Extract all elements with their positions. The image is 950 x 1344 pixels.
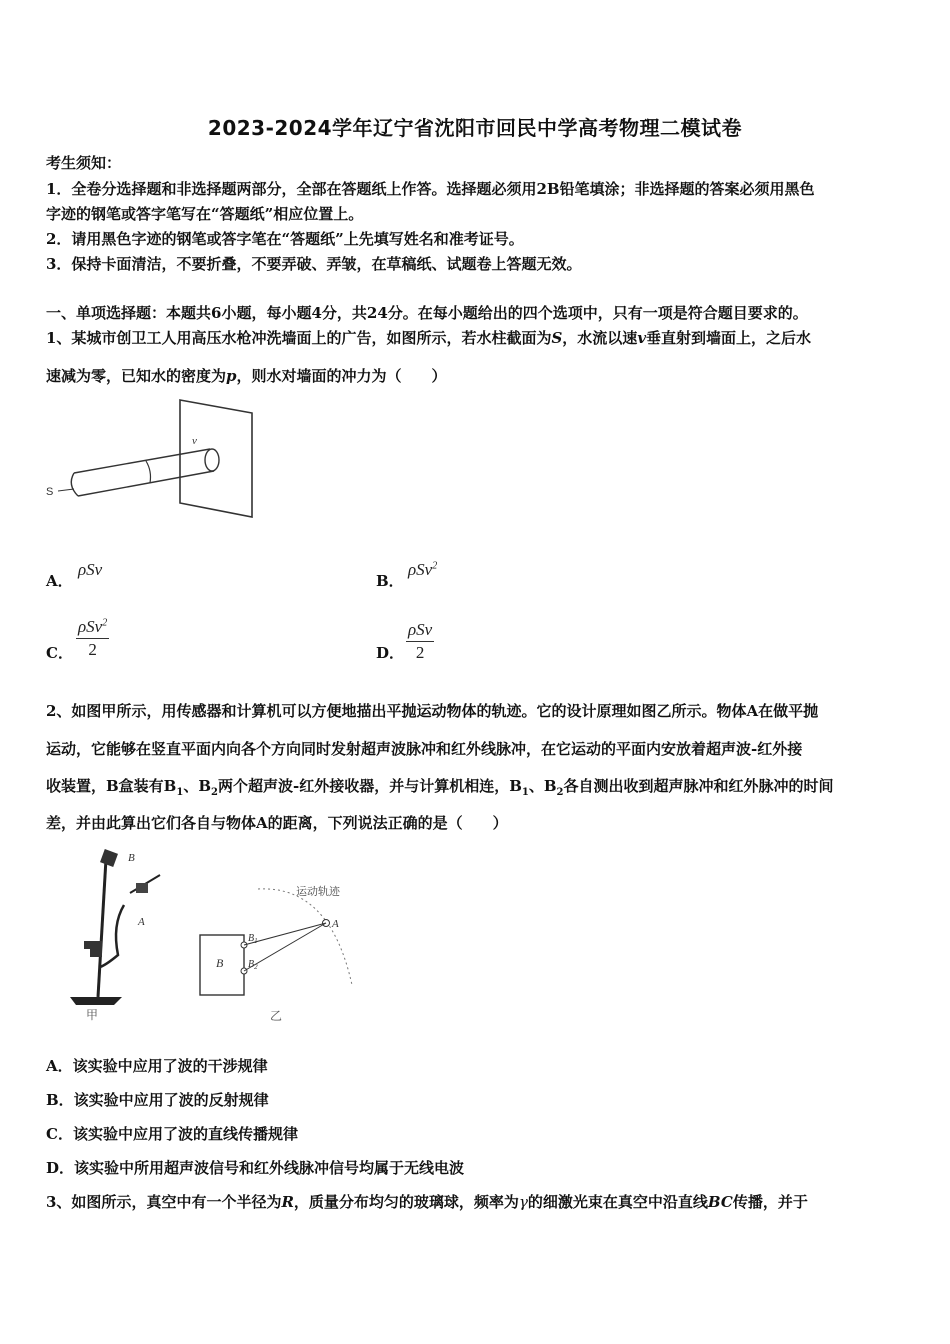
option-c-label: C． [46,644,73,662]
option-c-formula: ρSv$^2$ 2 [78,617,108,659]
option-a-formula: ρSv [78,560,103,579]
q2-stem-line: 差，并由此算出它们各自与物体A的距离，下列说法正确的是（ ） [46,814,508,832]
mount [84,941,102,957]
q1-figure [40,395,270,525]
caption-yi: 乙 [270,1009,283,1023]
water-jet-top [74,449,210,473]
q1-stem-line1: 1、某城市创卫工人用高压水枪冲洗墙面上的广告，如图所示，若水柱截面为S，水流以速v垂直射到墙面上，之后水 [46,329,812,347]
q1-stem-line2: 速减为零，已知水的密度为p，则水对墙面的冲力为（ ） [46,367,447,385]
object-a [136,883,148,893]
q2-stem-line: 收装置，B盒装有$B_1$、$B_2$两个超声波-红外接收器，并与计算机相连，$B_1$、$B_2$各自测出收到超声脉冲和红外脉冲的时间 [46,777,834,798]
page-title: 2023-2024学年辽宁省沈阳市回民中学高考物理二模试卷 [207,116,743,140]
water-jet-bottom [78,471,214,496]
receiver-b [100,849,118,867]
q2-option-b: B．该实验中应用了波的反射规律 [46,1091,269,1109]
q2-option-a: A．该实验中应用了波的干涉规律 [46,1057,268,1075]
option-a-label: A． [46,572,73,590]
wall-shape [180,400,252,517]
option-b-label: B． [376,572,404,590]
notice-item: 1．全卷分选择题和非选择题两部分，全部在答题纸上作答。选择题必须用2B铅笔填涂；非选择题的答案必须用黑色 [46,180,815,198]
q2-figure-jia [62,845,182,1025]
q2-figure-yi [190,875,360,1025]
caption-jia: 甲 [86,1008,99,1022]
label-v: v [192,435,197,447]
section-heading: 一、单项选择题：本题共6小题，每小题4分，共24分。在每小题给出的四个选项中，只有一项是符合题目要求的。 [46,304,808,322]
stand-pole [98,859,106,997]
notice-item: 2．请用黑色字迹的钢笔或答字笔在“答题纸”上先填写姓名和准考证号。 [46,230,524,248]
q2-option-d: D．该实验中所用超声波信号和红外线脉冲信号均属于无线电波 [46,1159,465,1177]
q3-stem-line1: 3、如图所示，真空中有一个半径为R，质量分布均匀的玻璃球，频率为γ的细激光束在真空中沿直线BC传播，并于 [46,1193,808,1211]
label-S: S [46,486,54,498]
water-jet-start [71,473,78,496]
q2-option-c: C．该实验中应用了波的直线传播规律 [46,1125,298,1143]
notice-item: 3．保持卡面清洁，不要折叠，不要弄破、弄皱，在草稿纸、试题卷上答题无效。 [46,255,582,273]
notice-heading: 考生须知： [46,154,122,172]
label-B: B [216,956,224,970]
water-jet-section [146,461,151,483]
q2-stem-line: 2、如图甲所示，用传感器和计算机可以方便地描出平抛运动物体的轨迹。它的设计原理如图乙所示。物体A在做平抛 [46,702,819,720]
option-d-formula: ρSv 2 [408,620,433,662]
trajectory-curve [258,889,352,985]
label-B1: $B_1$ [248,933,258,945]
option-b-formula: ρSv$^2$ [408,560,438,579]
s-pointer [58,489,74,491]
water-jet-end [205,449,219,471]
label-B2: $B_2$ [248,959,258,971]
q2-stem-line: 运动，它能够在竖直平面内向各个方向同时发射超声波脉冲和红外线脉冲，在它运动的平面内安放着超声波-红外接 [46,740,803,758]
base [70,997,122,1005]
trajectory-label: 运动轨迹 [296,885,340,898]
label-A: A [332,918,339,930]
label-B: B [128,852,135,864]
label-A: A [138,916,145,928]
option-d-label: D． [376,644,405,662]
notice-item: 字迹的钢笔或答字笔写在“答题纸”相应位置上。 [46,205,364,223]
